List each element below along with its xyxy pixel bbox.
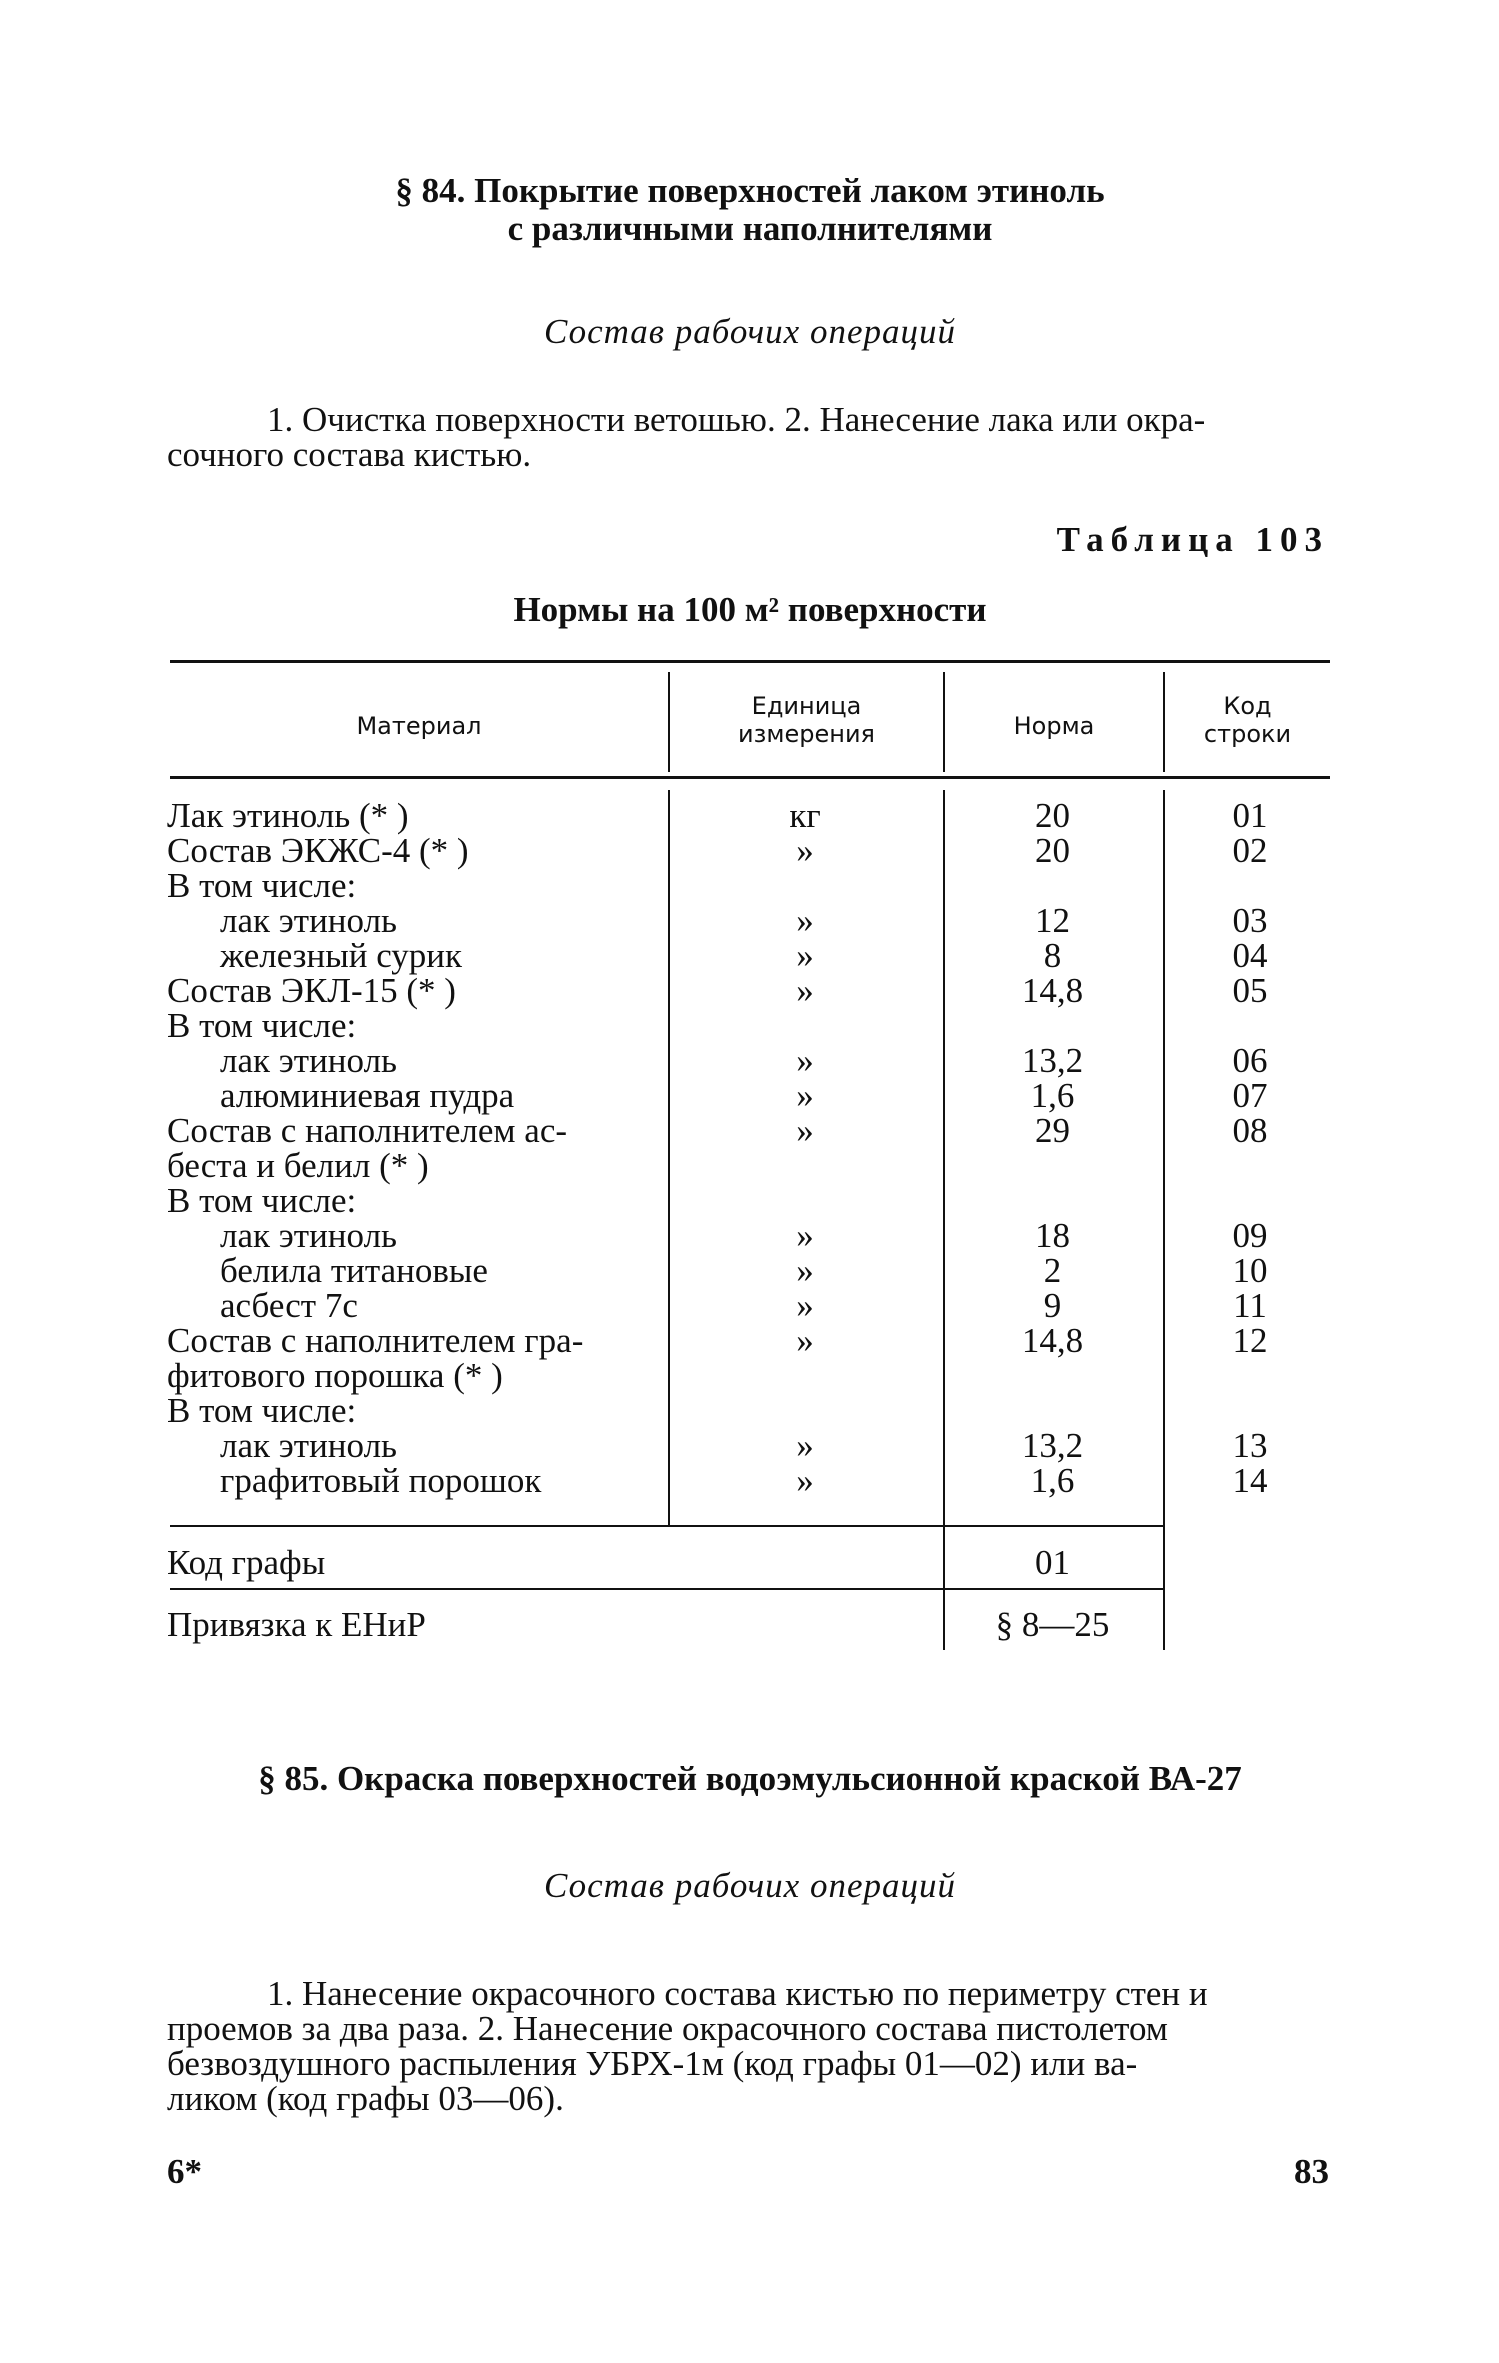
- row-material: белила титановые: [220, 1251, 488, 1290]
- row-code: 09: [1232, 1216, 1268, 1255]
- row-material: алюминиевая пудра: [220, 1076, 515, 1115]
- body-divider-1: [668, 790, 670, 1525]
- section-84-ops-line1-text: 1. Очистка поверхности ветошью. 2. Нанесение лака или окра-: [267, 400, 1206, 439]
- row-unit: »: [796, 831, 814, 870]
- row-unit: »: [796, 1076, 814, 1115]
- table-top-rule: [170, 660, 1330, 663]
- row-code: 06: [1232, 1041, 1268, 1080]
- row-material: лак этиноль: [220, 1041, 397, 1080]
- row-norm: 8: [1043, 936, 1062, 975]
- row-norm: 1,6: [1030, 1076, 1075, 1115]
- row-material: В том числе:: [167, 1391, 357, 1430]
- row-unit: кг: [789, 796, 821, 835]
- row-code: 01: [1232, 796, 1268, 835]
- row-norm: 20: [1035, 831, 1070, 870]
- section-85-ops-line4: ликом (код графы 03—06).: [167, 2079, 564, 2118]
- row-code: 03: [1232, 901, 1268, 940]
- footer-rule-2: [170, 1588, 1163, 1590]
- section-84-ops-line1: [167, 402, 1330, 437]
- row-material: В том числе:: [167, 1181, 357, 1220]
- enir-link-label: Привязка к ЕНиР: [167, 1605, 426, 1644]
- section-84-title-line1: § 84. Покрытие поверхностей лаком этиноль: [395, 171, 1105, 210]
- row-material: фитового порошка (* ): [167, 1356, 503, 1395]
- section-85-ops-line1: [167, 1976, 1330, 2011]
- row-code: 04: [1232, 936, 1268, 975]
- row-norm: 14,8: [1021, 1321, 1084, 1360]
- table-header-rule: [170, 776, 1330, 779]
- row-unit: »: [796, 1286, 814, 1325]
- row-material: Состав с наполнителем ас-: [167, 1111, 568, 1150]
- row-norm: 9: [1043, 1286, 1062, 1325]
- row-material: графитовый порошок: [220, 1461, 542, 1500]
- footer-rule-1: [170, 1525, 1163, 1527]
- row-norm: 1,6: [1030, 1461, 1075, 1500]
- section-84-ops-heading: Состав рабочих операций: [543, 312, 957, 351]
- row-material: лак этиноль: [220, 1216, 397, 1255]
- header-unit-line2: измерения: [738, 720, 875, 748]
- row-unit: »: [796, 1111, 814, 1150]
- table-label: Таблица 103: [1056, 520, 1329, 559]
- header-code-line2: строки: [1203, 720, 1292, 748]
- row-unit: »: [796, 1216, 814, 1255]
- section-85-ops-line1-text: 1. Нанесение окрасочного состава кистью по периметру стен и: [267, 1974, 1208, 2013]
- header-code-line1: Код: [1223, 692, 1272, 720]
- row-material: В том числе:: [167, 1006, 357, 1045]
- row-material: лак этиноль: [220, 1426, 397, 1465]
- row-code: 08: [1232, 1111, 1268, 1150]
- row-material: В том числе:: [167, 866, 357, 905]
- header-unit-line1: Единица: [751, 692, 862, 720]
- header-norm: Норма: [1013, 712, 1095, 740]
- row-code: 10: [1232, 1251, 1268, 1290]
- row-unit: »: [796, 1426, 814, 1465]
- row-norm: 18: [1035, 1216, 1070, 1255]
- row-code: 12: [1232, 1321, 1268, 1360]
- row-norm: 14,8: [1021, 971, 1084, 1010]
- section-85-title: § 85. Окраска поверхностей водоэмульсионной краской ВА-27: [258, 1759, 1242, 1798]
- row-material: Лак этиноль (* ): [167, 796, 409, 835]
- row-code: 02: [1232, 831, 1268, 870]
- row-code: 11: [1233, 1286, 1267, 1325]
- header-material: Материал: [356, 712, 482, 740]
- enir-link-value: § 8—25: [995, 1605, 1110, 1644]
- table-caption: Нормы на 100 м² поверхности: [513, 590, 987, 629]
- row-norm: 12: [1035, 901, 1070, 940]
- row-code: 13: [1232, 1426, 1268, 1465]
- row-material: Состав с наполнителем гра-: [167, 1321, 584, 1360]
- row-unit: »: [796, 1321, 814, 1360]
- row-material: железный сурик: [220, 936, 463, 975]
- page-number: 83: [1294, 2152, 1329, 2191]
- row-norm: 2: [1043, 1251, 1062, 1290]
- row-norm: 13,2: [1021, 1041, 1084, 1080]
- row-norm: 13,2: [1021, 1426, 1084, 1465]
- section-84-title-line2: с различными наполнителями: [507, 209, 993, 248]
- row-unit: »: [796, 901, 814, 940]
- section-85-ops-heading: Состав рабочих операций: [543, 1866, 957, 1905]
- row-material: Состав ЭКЖС-4 (* ): [167, 831, 469, 870]
- row-norm: 20: [1035, 796, 1070, 835]
- code-graph-value: 01: [1035, 1543, 1070, 1582]
- row-unit: »: [796, 1461, 814, 1500]
- row-unit: »: [796, 936, 814, 975]
- signature-mark: 6*: [167, 2152, 202, 2191]
- code-graph-label: Код графы: [167, 1543, 326, 1582]
- row-norm: 29: [1035, 1111, 1070, 1150]
- row-unit: »: [796, 1041, 814, 1080]
- row-material: асбест 7с: [220, 1286, 358, 1325]
- row-material: лак этиноль: [220, 901, 397, 940]
- section-84-ops-line2: сочного состава кистью.: [167, 435, 532, 474]
- row-unit: »: [796, 971, 814, 1010]
- row-material: беста и белил (* ): [167, 1146, 429, 1185]
- row-unit: »: [796, 1251, 814, 1290]
- row-code: 05: [1232, 971, 1268, 1010]
- row-material: Состав ЭКЛ-15 (* ): [167, 971, 456, 1010]
- row-code: 07: [1232, 1076, 1268, 1115]
- section-85-ops-line2: проемов за два раза. 2. Нанесение окрасочного состава пистолетом: [167, 2009, 1168, 2048]
- section-85-ops-line3: безвоздушного распыления УБРХ-1м (код графы 01—02) или ва-: [167, 2044, 1138, 2083]
- row-code: 14: [1232, 1461, 1268, 1500]
